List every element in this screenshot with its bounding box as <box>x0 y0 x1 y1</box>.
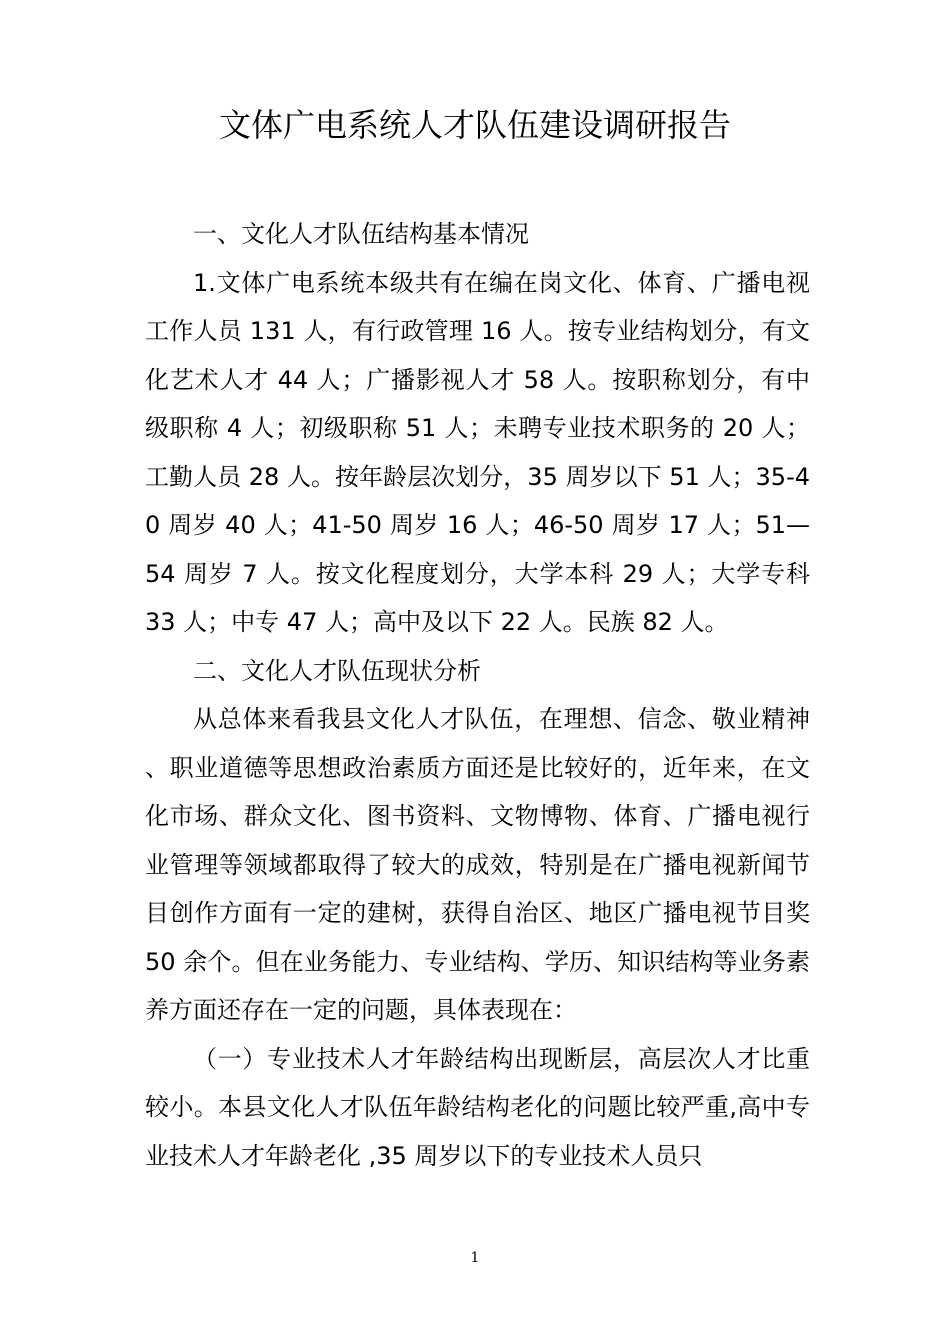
document-body <box>145 210 810 1180</box>
section-heading-1: 一、文化人才队伍结构基本情况 <box>193 220 529 248</box>
section-heading-2: 二、文化人才队伍现状分析 <box>193 656 481 685</box>
body-paragraph-3: （一）专业技术人才年龄结构出现断层，高层次人才比重较小。本县文化人才队伍年龄结构老化的问题比较严重,高中专业技术人才年龄老化 ,35 周岁以下的专业技术人员只 <box>145 1044 810 1170</box>
document-title: 文体广电系统人才队伍建设调研报告 <box>218 106 731 144</box>
page-number: 1 <box>470 1250 480 1266</box>
body-paragraph-2: 从总体来看我县文化人才队伍，在理想、信念、敬业精神、职业道德等思想政治素质方面还是比较好的，近年来，在文化市场、群众文化、图书资料、文物博物、体育、广播电视行业管理等领域都取得了较大的成效，特别是在广播电视新闻节目创作方面有一定的建树，获得自治区、地区广播电视节目奖 50 余个。但在业务能力、专业结构、学历、知识结构等业务素养方面还存在一定的问题，具体表现在： <box>145 705 810 1024</box>
body-paragraph-1: 1.文体广电系统本级共有在编在岗文化、体育、广播电视工作人员 131 人，有行政管理 16 人。按专业结构划分，有文化艺术人才 44 人；广播影视人才 58 人。按职称划分，有中级职称 4 人；初级职称 51 人；未聘专业技术职务的 20 人；工勤人员 28 人。按年龄层次划分，35 周岁以下 51 人；35-40 周岁 40 人；41-50 周岁 16 人；46-50 周岁 17 人；51—54 周岁 7 人。按文化程度划分，大学本科 29 人；大学专科 33 人；中专 47 人；高中及以下 22 人。民族 82 人。 <box>145 268 810 636</box>
